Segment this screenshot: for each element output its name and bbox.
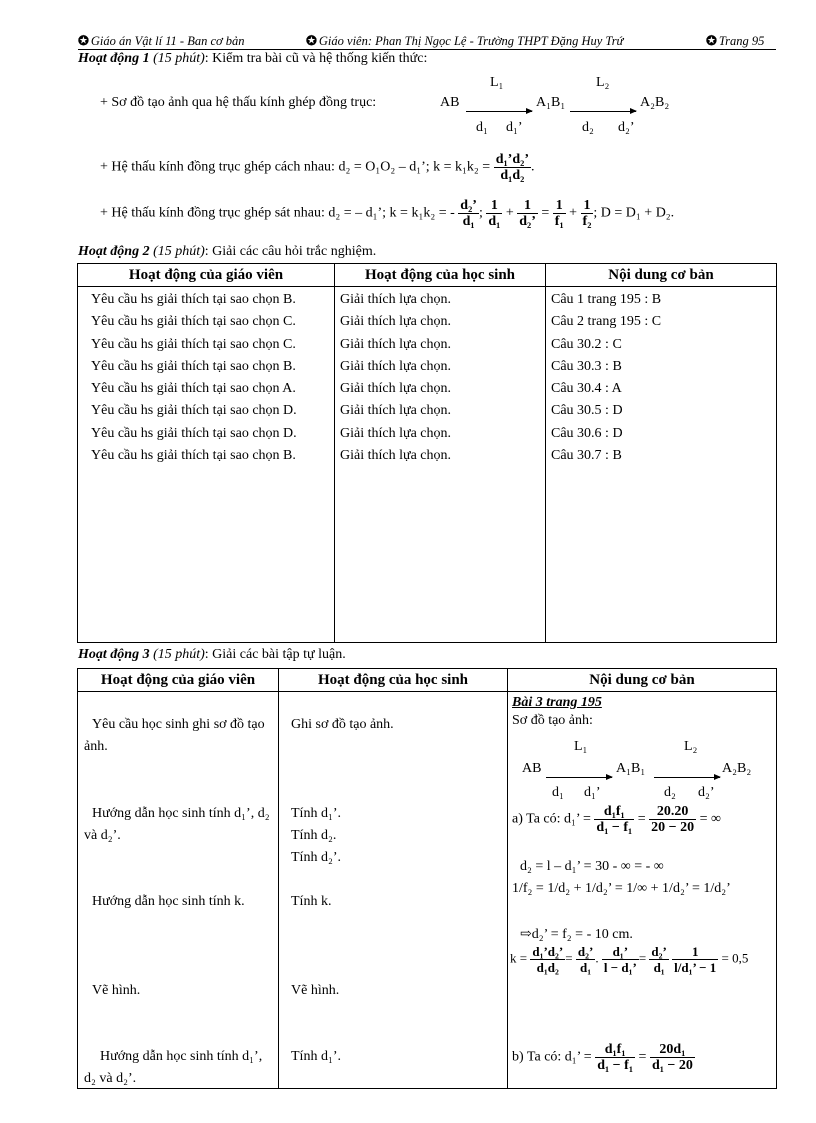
list-item: Giải thích lựa chọn. — [340, 314, 452, 330]
content-column — [508, 692, 777, 1089]
list-item: Tính d₁’. — [291, 806, 341, 821]
list-item: Yêu cầu hs giải thích tại sao chọn B. — [91, 358, 296, 374]
inverse-equation: 1/f₂ = 1/d₂ + 1/d₂’ = 1/∞ + 1/d₂’ = 1/d₂’ — [512, 881, 731, 896]
list-item: Câu 30.7 : B — [551, 448, 622, 464]
diag-d1p: d₁’ — [584, 785, 601, 800]
list-item: Câu 30.5 : D — [551, 403, 623, 419]
arrow-2 — [570, 104, 636, 120]
line1-img2: A₂B₂ — [640, 95, 670, 110]
col-header-content: Nội dung cơ bản — [508, 669, 777, 692]
list-item: Tính d₂’. — [291, 850, 341, 865]
d1-label: d₁ — [476, 120, 488, 135]
list-item: Yêu cầu hs giải thích tại sao chọn D. — [91, 425, 297, 441]
list-item: Câu 2 trang 195 : C — [551, 314, 662, 330]
list-item: Giải thích lựa chọn. — [340, 336, 452, 352]
list-item: Ghi sơ đồ tạo ảnh. — [291, 717, 394, 732]
list-item: Tính d₁’. — [291, 1049, 341, 1064]
d1p-label: d₁’ — [506, 120, 523, 135]
teacher-column — [78, 287, 335, 643]
line1-img1: A₁B₁ — [536, 95, 566, 110]
list-item: Câu 30.3 : B — [551, 358, 622, 374]
d2-line: d₂ = l – d₁’ = 30 - ∞ = - ∞ — [520, 859, 664, 874]
col-header-student: Hoạt động của học sinh — [335, 264, 546, 287]
header-middle: ✪ Giáo viên: Phan Thị Ngọc Lệ - Trường THPT Đặng Huy Trứ — [306, 33, 624, 48]
activity3-heading: Hoạt động 3 (15 phút): Giải các bài tập tự luận. — [78, 647, 346, 662]
list-item: Tính d₂. — [291, 828, 337, 843]
list-item: Giải thích lựa chọn. — [340, 358, 452, 374]
list-item: Yêu cầu học sinh ghi sơ đồ tạo ảnh. — [84, 717, 265, 755]
list-item: Câu 1 trang 195 : B — [551, 292, 662, 307]
k-equation: k = $\frac{\text{d₁’d₂’}}{\text{d₁d₂}}$ = $\frac{\text{d₂’}}{\text{d₁}}$ . $\frac{\text{d₁’}}{\text{l − d₁’}}$ = $\frac{\text{d₂’}}{\text{d₁}}$ $\frac{1}{\text{l/d₁’ − 1}}$ = 0,5 — [510, 944, 749, 975]
content-column — [546, 287, 777, 643]
col-header-student: Hoạt động của học sinh — [279, 669, 508, 692]
diag-lens2: L₂ — [684, 739, 698, 754]
list-item: Tính k. — [291, 894, 332, 909]
list-item: Yêu cầu hs giải thích tại sao chọn C. — [91, 336, 296, 352]
diag-d2: d₂ — [664, 785, 676, 800]
arrow-1 — [466, 104, 532, 120]
student-column — [279, 692, 508, 1089]
col-header-teacher: Hoạt động của giáo viên — [78, 264, 335, 287]
list-item: Câu 30.2 : C — [551, 336, 622, 352]
activity1-heading: Hoạt động 1 (15 phút): Kiểm tra bài cũ và hệ thống kiến thức: — [78, 51, 428, 66]
k-fraction: $\frac{\text{d₁’d₂’}}{\text{d₁d₂}}$ — [495, 152, 529, 183]
diag-obj: AB — [522, 761, 542, 776]
d2-label: d₂ — [582, 120, 594, 135]
header-left: ✪ Giáo án Vật lí 11 - Ban cơ bản — [78, 33, 245, 48]
lens1-label: L₁ — [490, 75, 504, 90]
list-item: Yêu cầu hs giải thích tại sao chọn D. — [91, 403, 297, 419]
diag-img1: A₁B₁ — [616, 761, 646, 776]
d2p-line: ⇨d₂’ = f₂ = - 10 cm. — [520, 927, 633, 942]
list-item: Câu 30.6 : D — [551, 425, 623, 441]
list-item: Yêu cầu hs giải thích tại sao chọn A. — [91, 381, 296, 397]
activity1-line3: + Hệ thấu kính đồng trục ghép sát nhau: d₂ = – d₁’; k = k₁k₂ = - $\frac{\text{d₂’}}{\text{d₁}}$ ; $\frac{1}{\text{d₁}}$ + $\frac{1}{\text{d₂’}}$ = $\frac{1}{\text{f₁}}$ + $\frac{1}{\text{f₂}}$ ; D = D₁ + D₂. — [100, 198, 675, 229]
col-header-teacher: Hoạt động của giáo viên — [78, 669, 279, 692]
part-a: a) Ta có: d₁’ = $\frac{\text{d₁f₁}}{\text{d₁ − f₁}}$ = $\frac{20.20}{20 - 20}$ = ∞ — [512, 804, 722, 835]
list-item: Yêu cầu hs giải thích tại sao chọn C. — [91, 314, 296, 330]
list-item: Giải thích lựa chọn. — [340, 381, 452, 397]
activity2-table — [77, 263, 777, 643]
col-header-content: Nội dung cơ bản — [546, 264, 777, 287]
activity2-heading: Hoạt động 2 (15 phút): Giải các câu hỏi trắc nghiệm. — [78, 244, 377, 259]
diagram-label: Sơ đồ tạo ảnh: — [512, 713, 593, 728]
list-item: Giải thích lựa chọn. — [340, 403, 452, 419]
list-item: Giải thích lựa chọn. — [340, 425, 452, 441]
exercise-title: Bài 3 trang 195 — [512, 695, 602, 710]
diag-d1: d₁ — [552, 785, 564, 800]
diag-img2: A₂B₂ — [722, 761, 752, 776]
activity1-line1: + Sơ đồ tạo ảnh qua hệ thấu kính ghép đồng trục: — [100, 95, 377, 110]
list-item: Vẽ hình. — [291, 983, 340, 998]
student-column — [335, 287, 546, 643]
part-b: b) Ta có: d₁’ = $\frac{\text{d₁f₁}}{\text{d₁ − f₁}}$ = $\frac{\text{20d₁}}{\text{d₁ − 20}}$ — [512, 1042, 693, 1073]
diag-d2p: d₂’ — [698, 785, 715, 800]
list-item: Hướng dẫn học sinh tính d₁’, d₂ và d₂’. — [84, 1049, 263, 1087]
activity1-line2: + Hệ thấu kính đồng trục ghép cách nhau: d₂ = O₁O₂ – d₁’; k = k₁k₂ = $\frac{\text{d₁’d₂’}}{\text{d₁d₂}}$ . — [100, 152, 535, 183]
list-item: Vẽ hình. — [92, 983, 141, 998]
d2p-label: d₂’ — [618, 120, 635, 135]
line1-obj: AB — [440, 95, 460, 110]
list-item: Giải thích lựa chọn. — [340, 292, 452, 307]
list-item: Yêu cầu hs giải thích tại sao chọn B. — [91, 292, 296, 307]
list-item: Hướng dẫn học sinh tính d₁’, d₂ và d₂’. — [84, 806, 270, 844]
header-rule — [78, 49, 776, 50]
diag-lens1: L₁ — [574, 739, 588, 754]
lens2-label: L₂ — [596, 75, 610, 90]
list-item: Giải thích lựa chọn. — [340, 448, 452, 464]
list-item: Hướng dẫn học sinh tính k. — [92, 894, 245, 909]
header-right: ✪ Trang 95 — [706, 33, 765, 48]
teacher-column — [78, 692, 279, 1089]
activity3-table — [77, 668, 777, 1089]
list-item: Câu 30.4 : A — [551, 381, 622, 397]
list-item: Yêu cầu hs giải thích tại sao chọn B. — [91, 448, 296, 464]
